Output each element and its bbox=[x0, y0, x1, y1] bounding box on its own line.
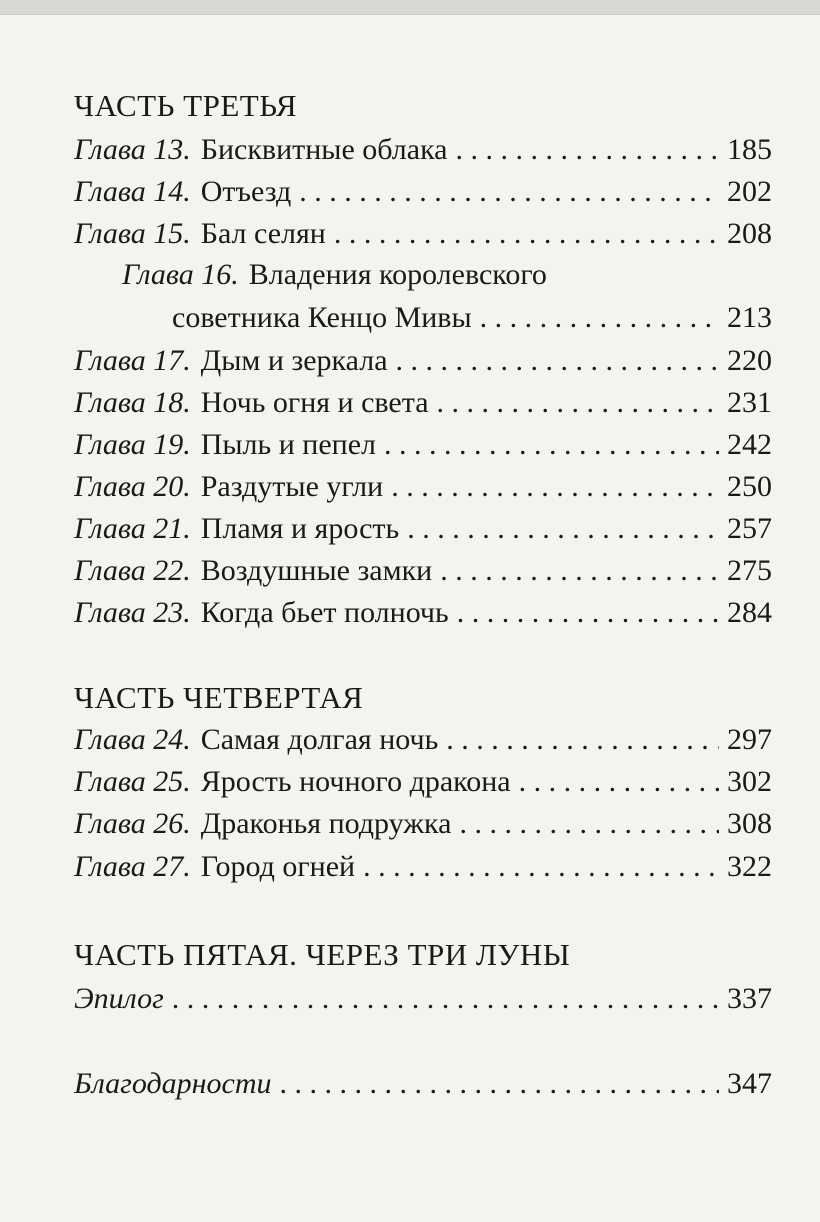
leader-dots bbox=[384, 428, 719, 462]
chapter-title: Пыль и пепел bbox=[200, 428, 376, 461]
page-number: 284 bbox=[727, 596, 772, 629]
leader-dots bbox=[280, 1067, 720, 1101]
leader-dots bbox=[440, 554, 719, 588]
chapter-title: Раздутые угли bbox=[200, 470, 384, 503]
toc-entry-25[interactable] bbox=[74, 765, 772, 805]
page-number: 208 bbox=[727, 217, 772, 250]
leader-dots bbox=[391, 470, 719, 504]
toc-entry-24[interactable] bbox=[74, 723, 772, 763]
leader-dots bbox=[519, 765, 719, 799]
chapter-number: Глава 18. bbox=[74, 386, 191, 419]
leader-dots bbox=[334, 217, 719, 251]
acknowledgements-title: Благодарности bbox=[74, 1067, 272, 1100]
leader-dots bbox=[457, 596, 719, 630]
toc-entry-27[interactable] bbox=[74, 850, 772, 890]
page-number: 202 bbox=[727, 175, 772, 208]
toc-entry-20[interactable] bbox=[74, 470, 772, 510]
chapter-number: Глава 13. bbox=[74, 133, 191, 166]
toc-entry-18[interactable] bbox=[74, 386, 772, 426]
leader-dots bbox=[437, 386, 719, 420]
page-number: 213 bbox=[727, 301, 772, 334]
toc-entry-16-line1[interactable] bbox=[122, 258, 547, 292]
page-number: 347 bbox=[727, 1067, 772, 1100]
part-heading-4: ЧАСТЬ ЧЕТВЕРТАЯ bbox=[74, 680, 364, 715]
page-number: 337 bbox=[727, 982, 772, 1015]
toc-entry-19[interactable] bbox=[74, 428, 772, 468]
leader-dots bbox=[172, 982, 719, 1016]
page-number: 242 bbox=[727, 428, 772, 461]
page-number: 220 bbox=[727, 344, 772, 377]
toc-entry-23[interactable] bbox=[74, 596, 772, 636]
toc-entry-22[interactable] bbox=[74, 554, 772, 594]
chapter-number: Глава 23. bbox=[74, 596, 191, 629]
chapter-number: Глава 16. bbox=[122, 258, 239, 291]
leader-dots bbox=[363, 850, 719, 884]
chapter-title: Бал селян bbox=[200, 217, 326, 250]
toc-entry-13[interactable] bbox=[74, 133, 772, 173]
chapter-number: Глава 26. bbox=[74, 807, 191, 840]
page-number: 231 bbox=[727, 386, 772, 419]
toc-entry-14[interactable] bbox=[74, 175, 772, 215]
leader-dots bbox=[407, 512, 719, 546]
leader-dots bbox=[480, 301, 719, 335]
page-number: 297 bbox=[727, 723, 772, 756]
chapter-title: Отъезд bbox=[200, 175, 292, 208]
chapter-title: Воздушные замки bbox=[200, 554, 433, 587]
leader-dots bbox=[299, 175, 719, 209]
chapter-title-continued: советника Кенцо Мивы bbox=[172, 301, 472, 334]
leader-dots bbox=[396, 344, 719, 378]
leader-dots bbox=[456, 133, 719, 167]
page-number: 322 bbox=[727, 850, 772, 883]
chapter-title: Самая долгая ночь bbox=[200, 723, 439, 756]
toc-entry-15[interactable] bbox=[74, 217, 772, 257]
leader-dots bbox=[446, 723, 719, 757]
epilogue-title: Эпилог bbox=[74, 982, 164, 1015]
toc-entry-epilogue[interactable] bbox=[74, 982, 772, 1022]
page-top-edge bbox=[0, 0, 820, 15]
chapter-number: Глава 15. bbox=[74, 217, 191, 250]
chapter-title: Когда бьет полночь bbox=[200, 596, 449, 629]
page-number: 308 bbox=[727, 807, 772, 840]
chapter-title: Драконья подружка bbox=[200, 807, 452, 840]
chapter-title: Дым и зеркала bbox=[200, 344, 388, 377]
chapter-number: Глава 19. bbox=[74, 428, 191, 461]
chapter-number: Глава 17. bbox=[74, 344, 191, 377]
chapter-title: Город огней bbox=[200, 850, 356, 883]
page-number: 302 bbox=[727, 765, 772, 798]
part-heading-3: ЧАСТЬ ТРЕТЬЯ bbox=[74, 88, 298, 123]
chapter-number: Глава 14. bbox=[74, 175, 191, 208]
chapter-number: Глава 22. bbox=[74, 554, 191, 587]
toc-entry-26[interactable] bbox=[74, 807, 772, 847]
page-number: 250 bbox=[727, 470, 772, 503]
chapter-number: Глава 24. bbox=[74, 723, 191, 756]
page-number: 257 bbox=[727, 512, 772, 545]
toc-entry-17[interactable] bbox=[74, 344, 772, 384]
chapter-number: Глава 20. bbox=[74, 470, 191, 503]
chapter-number: Глава 25. bbox=[74, 765, 191, 798]
chapter-number: Глава 21. bbox=[74, 512, 191, 545]
part-heading-5: ЧАСТЬ ПЯТАЯ. ЧЕРЕЗ ТРИ ЛУНЫ bbox=[74, 937, 571, 972]
page-number: 185 bbox=[727, 133, 772, 166]
page-number: 275 bbox=[727, 554, 772, 587]
toc-entry-16-line2[interactable] bbox=[172, 301, 772, 341]
leader-dots bbox=[459, 807, 719, 841]
toc-entry-acknowledgements[interactable] bbox=[74, 1067, 772, 1107]
chapter-title: Пламя и ярость bbox=[200, 512, 400, 545]
toc-entry-21[interactable] bbox=[74, 512, 772, 552]
chapter-title: Ярость ночного дракона bbox=[200, 765, 511, 798]
chapter-title: Ночь огня и света bbox=[200, 386, 429, 419]
chapter-number: Глава 27. bbox=[74, 850, 191, 883]
chapter-title: Бисквитные облака bbox=[200, 133, 448, 166]
chapter-title: Владения королевского bbox=[248, 258, 547, 291]
